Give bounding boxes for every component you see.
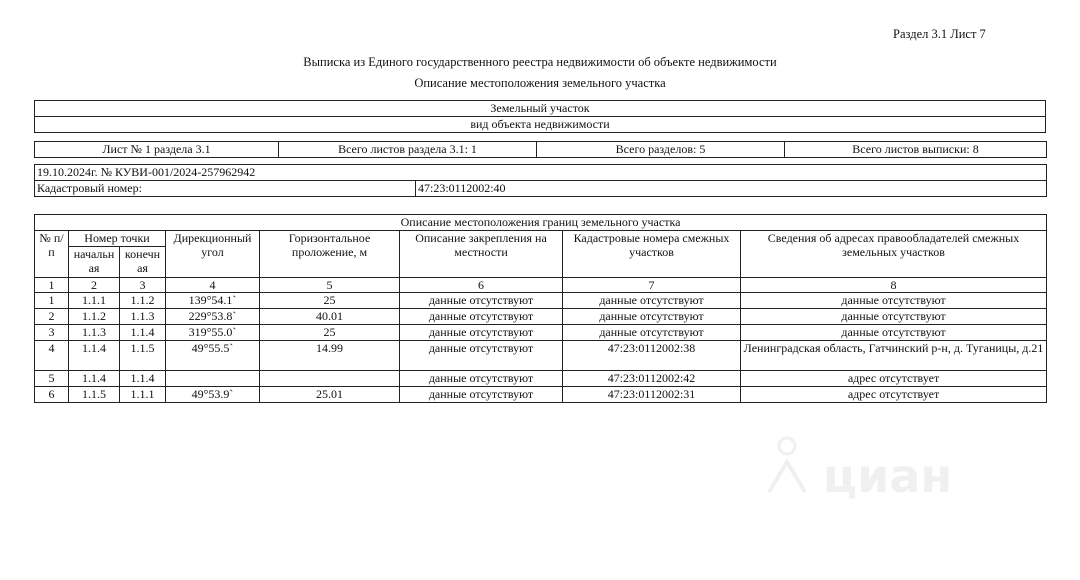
- cell-fixing: данные отсутствуют: [400, 387, 563, 403]
- cell-adjacent: 47:23:0112002:42: [563, 371, 741, 387]
- cell-num: 6: [35, 387, 69, 403]
- header-point-number: Номер точки: [69, 231, 166, 247]
- cell-address: данные отсутствуют: [741, 309, 1047, 325]
- cell-start: 1.1.2: [69, 309, 120, 325]
- cell-distance: 25: [260, 293, 400, 309]
- cell-angle: [166, 371, 260, 387]
- registry-table: [34, 164, 1047, 197]
- total-section-sheets: Всего листов раздела 3.1: 1: [279, 142, 537, 158]
- cell-address: данные отсутствуют: [741, 325, 1047, 341]
- extract-date-number: 19.10.2024г. № КУВИ-001/2024-257962942: [35, 165, 1047, 181]
- cell-num: 4: [35, 341, 69, 371]
- cell-angle: 49°55.5`: [166, 341, 260, 371]
- cell-address: данные отсутствуют: [741, 293, 1047, 309]
- watermark: [765, 432, 975, 502]
- cell-distance: 14.99: [260, 341, 400, 371]
- cell-adjacent: данные отсутствуют: [563, 309, 741, 325]
- object-type: Земельный участок: [35, 101, 1046, 117]
- table-row: [35, 309, 1047, 325]
- cadastral-number-value: 47:23:0112002:40: [416, 181, 1047, 197]
- header-end-point: конечн ая: [120, 246, 166, 277]
- header-fixing: Описание закрепления на местности: [400, 231, 563, 278]
- cell-end: 1.1.4: [120, 325, 166, 341]
- boundaries-table: [34, 214, 1047, 403]
- cell-end: 1.1.4: [120, 371, 166, 387]
- header-adjacent-cadastral: Кадастровые номера смежных участков: [563, 231, 741, 278]
- column-number: 1: [35, 278, 69, 293]
- document-subtitle: Описание местоположения земельного участка: [414, 76, 666, 90]
- cell-start: 1.1.1: [69, 293, 120, 309]
- cell-start: 1.1.4: [69, 371, 120, 387]
- cell-distance: 25: [260, 325, 400, 341]
- cell-adjacent: 47:23:0112002:38: [563, 341, 741, 371]
- cell-fixing: данные отсутствуют: [400, 325, 563, 341]
- sheets-info-table: [34, 141, 1047, 158]
- column-number: 7: [563, 278, 741, 293]
- object-type-table: [34, 100, 1046, 133]
- column-number: 8: [741, 278, 1047, 293]
- table-row: [35, 341, 1047, 371]
- column-number: 5: [260, 278, 400, 293]
- cell-address: адрес отсутствует: [741, 371, 1047, 387]
- column-number: 3: [120, 278, 166, 293]
- cadastral-number-label: Кадастровый номер:: [35, 181, 416, 197]
- cell-num: 3: [35, 325, 69, 341]
- cell-address: Ленинградская область, Гатчинский р-н, д. Туганицы, д.21: [741, 341, 1047, 371]
- cell-angle: 49°53.9`: [166, 387, 260, 403]
- cell-adjacent: данные отсутствуют: [563, 293, 741, 309]
- cell-end: 1.1.2: [120, 293, 166, 309]
- watermark-text: циан: [823, 449, 953, 502]
- header-num: № п/п: [35, 231, 69, 278]
- total-extract-sheets: Всего листов выписки: 8: [785, 142, 1047, 158]
- cell-end: 1.1.1: [120, 387, 166, 403]
- table-row: [35, 387, 1047, 403]
- cell-start: 1.1.5: [69, 387, 120, 403]
- cell-num: 2: [35, 309, 69, 325]
- cell-start: 1.1.4: [69, 341, 120, 371]
- column-number: 6: [400, 278, 563, 293]
- boundaries-caption: Описание местоположения границ земельного участка: [35, 215, 1047, 231]
- cell-adjacent: 47:23:0112002:31: [563, 387, 741, 403]
- cell-distance: [260, 371, 400, 387]
- header-owner-addresses: Сведения об адресах правообладателей смежных земельных участков: [741, 231, 1047, 278]
- cell-num: 1: [35, 293, 69, 309]
- cell-angle: 319°55.0`: [166, 325, 260, 341]
- column-number: 2: [69, 278, 120, 293]
- total-sections: Всего разделов: 5: [537, 142, 785, 158]
- column-number: 4: [166, 278, 260, 293]
- section-reference: Раздел 3.1 Лист 7: [893, 27, 986, 41]
- cell-fixing: данные отсутствуют: [400, 371, 563, 387]
- cell-fixing: данные отсутствуют: [400, 341, 563, 371]
- cell-end: 1.1.5: [120, 341, 166, 371]
- cell-adjacent: данные отсутствуют: [563, 325, 741, 341]
- cell-distance: 40.01: [260, 309, 400, 325]
- cell-address: адрес отсутствует: [741, 387, 1047, 403]
- header-angle: Дирекционный угол: [166, 231, 260, 278]
- header-distance: Горизонтальное проложение, м: [260, 231, 400, 278]
- cell-fixing: данные отсутствуют: [400, 309, 563, 325]
- cell-distance: 25.01: [260, 387, 400, 403]
- cell-num: 5: [35, 371, 69, 387]
- sheet-number: Лист № 1 раздела 3.1: [35, 142, 279, 158]
- table-row: [35, 293, 1047, 309]
- cell-end: 1.1.3: [120, 309, 166, 325]
- cell-fixing: данные отсутствуют: [400, 293, 563, 309]
- table-row: [35, 325, 1047, 341]
- document-title: Выписка из Единого государственного реестра недвижимости об объекте недвижимости: [303, 55, 777, 69]
- cell-start: 1.1.3: [69, 325, 120, 341]
- location-pin-icon: [765, 432, 975, 502]
- cell-angle: 229°53.8`: [166, 309, 260, 325]
- cell-angle: 139°54.1`: [166, 293, 260, 309]
- table-row: [35, 371, 1047, 387]
- object-type-caption: вид объекта недвижимости: [35, 117, 1046, 133]
- header-start-point: начальн ая: [69, 246, 120, 277]
